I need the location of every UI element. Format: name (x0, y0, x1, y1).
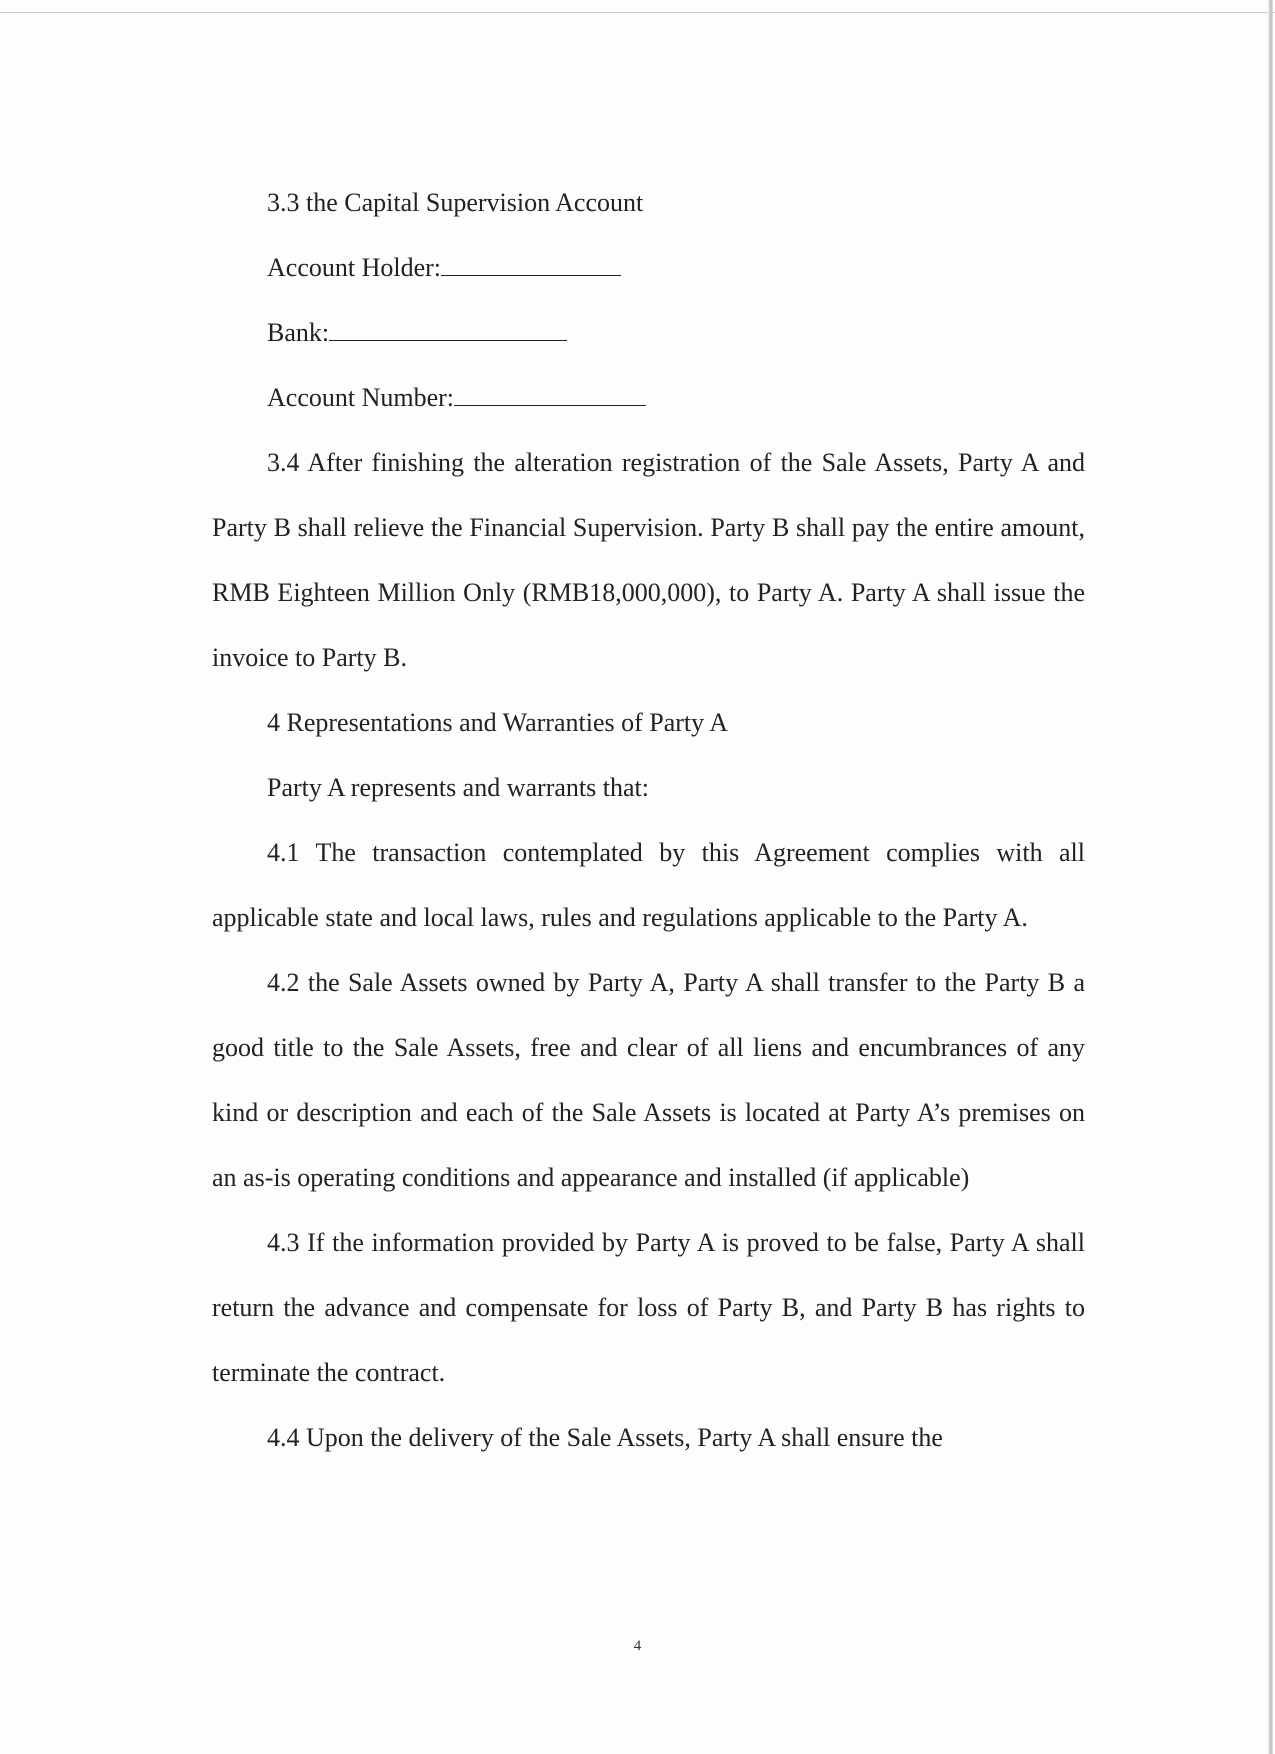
section-4-2: 4.2 the Sale Assets owned by Party A, Party A shall transfer to the Party B a good title to the Sale Assets, free and clear of all liens and encumbrances of any kind or description and each of the Sale Assets is located at Party A’s premises on an as-is operating conditions and appearance and installed (if applicable) (212, 968, 1085, 1192)
section-4-heading: 4 Representations and Warranties of Party A (267, 708, 728, 737)
warranties-intro: Party A represents and warrants that: (267, 773, 649, 802)
account-number-blank (454, 385, 646, 406)
section-4-1: 4.1 The transaction contemplated by this Agreement complies with all applicable state and local laws, rules and regulations applicable to the Party A. (212, 838, 1085, 932)
account-holder-label: Account Holder: (267, 253, 442, 282)
account-number-label: Account Number: (267, 383, 455, 412)
account-holder-line (212, 235, 1085, 300)
section-4-4: 4.4 Upon the delivery of the Sale Assets, Party A shall ensure the (267, 1423, 943, 1452)
section-3-4: 3.4 After finishing the alteration registration of the Sale Assets, Party A and Party B shall relieve the Financial Supervision. Party B shall pay the entire amount, RMB Eighteen Million Only (RMB18,000,000), to Party A. Party A shall issue the invoice to Party B. (212, 448, 1085, 672)
page-number: 4 (633, 1638, 642, 1654)
bank-label: Bank: (267, 318, 330, 347)
scan-top-edge (0, 12, 1275, 13)
account-holder-blank (441, 255, 621, 276)
bank-blank (329, 320, 567, 341)
account-number-line (212, 365, 1085, 430)
document-body (212, 170, 1085, 1470)
section-3-3-heading: 3.3 the Capital Supervision Account (267, 188, 644, 217)
bank-line (212, 300, 1085, 365)
scan-right-edge (1268, 0, 1273, 1754)
section-4-3: 4.3 If the information provided by Party A is proved to be false, Party A shall return the advance and compensate for loss of Party B, and Party B has rights to terminate the contract. (212, 1228, 1085, 1387)
